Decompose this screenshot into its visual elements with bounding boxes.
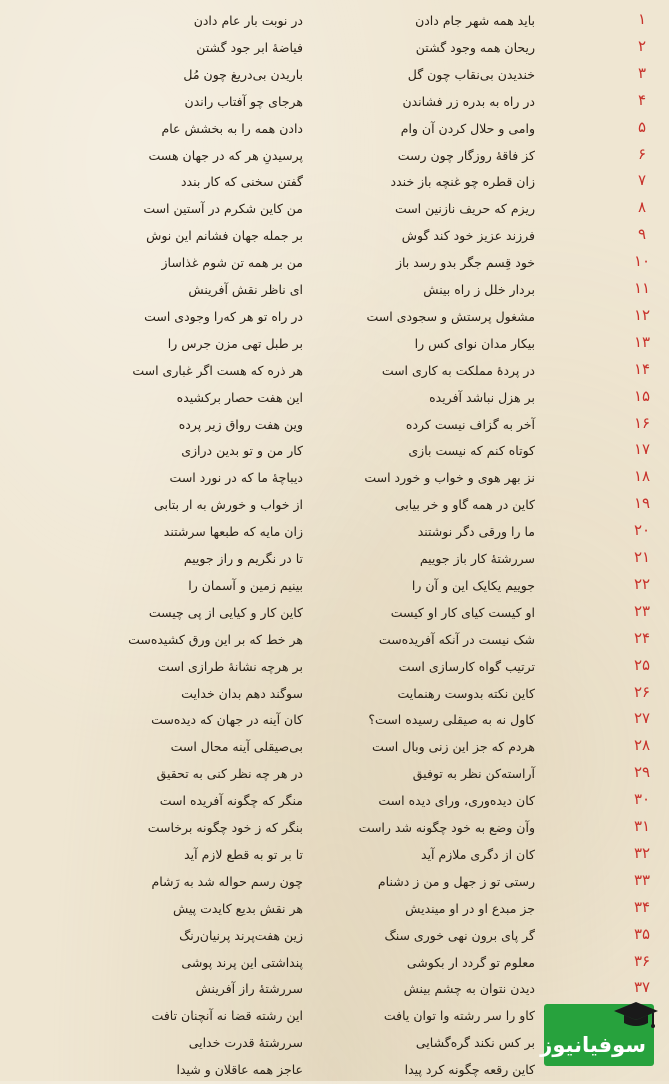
first-hemistich: سوگند دهم بدان خدایت [181, 685, 303, 701]
first-hemistich: پرسیدنِ هر که در جهان هست [148, 147, 303, 163]
second-hemistich: جوییم یکایک این و آن را [411, 577, 535, 593]
first-hemistich: بینیم زمین و آسمان را [188, 577, 303, 593]
verse-row [0, 89, 669, 116]
second-hemistich: سررشتهٔ کار باز جوییم [419, 551, 535, 566]
second-hemistich: کان دیده‌وری، ورای دیده است [378, 793, 535, 809]
verse-row [0, 519, 669, 546]
verse-number: ۷ [637, 171, 647, 190]
verse-number: ۲۳ [633, 601, 651, 620]
verse-row [0, 331, 669, 358]
logo-text: سوفیانیوز [540, 1033, 646, 1057]
first-hemistich: چون رسم حواله شد به رَشام [151, 873, 303, 889]
second-hemistich: دیدن نتوان به چشم بینش [403, 981, 535, 997]
second-hemistich: ترتیب گواه کارسازی است [398, 658, 535, 674]
verse-number: ۱۸ [633, 467, 651, 486]
second-hemistich: بر کس نکند گره‌گشایی [415, 1035, 535, 1051]
verse-number: ۳۶ [633, 951, 651, 970]
first-hemistich: این هفت حصار برکشیده [176, 389, 303, 405]
verse-row [0, 923, 669, 950]
verse-number: ۳۵ [633, 924, 651, 943]
verse-row [0, 250, 669, 277]
first-hemistich: تا در نگریم و راز جوییم [183, 551, 303, 566]
first-hemistich: این رشته قضا نه آنچنان تافت [151, 1008, 303, 1024]
verse-number: ۱۲ [633, 305, 651, 324]
verse-row [0, 815, 669, 842]
verse-row [0, 143, 669, 170]
verse-row [0, 385, 669, 412]
verse-row [0, 277, 669, 304]
verse-number: ۳۱ [633, 817, 651, 835]
second-hemistich: آراسته‌کن نظر به توفیق [412, 766, 535, 782]
verse-number: ۳۲ [633, 843, 651, 862]
first-hemistich: سررشتهٔ راز آفرینش [195, 981, 303, 997]
verse-number: ۱۶ [633, 413, 651, 432]
second-hemistich: خندیدن بی‌نقاب چون گل [407, 66, 535, 82]
first-hemistich: عاجز همه عاقلان و شیدا [176, 1062, 303, 1078]
second-hemistich: جز مبدع او در او میندیش [405, 900, 535, 916]
verse-row [0, 842, 669, 869]
second-hemistich: ریزم که حریف نازنین است [394, 201, 535, 217]
verse-number: ۳۰ [633, 790, 651, 809]
second-hemistich: وآن وضع به خود چگونه شد راست [358, 820, 535, 835]
verse-row [0, 573, 669, 600]
verse-number: ۱۱ [633, 279, 651, 297]
first-hemistich: هرجای چو آفتاب راندن [184, 93, 303, 109]
verse-row [0, 223, 669, 250]
verse-row [0, 734, 669, 761]
verse-number: ۲۲ [633, 574, 651, 593]
second-hemistich: نز بهر هوی و خواب و خورد است [364, 470, 535, 486]
verse-row [0, 465, 669, 492]
verse-row [0, 654, 669, 681]
second-hemistich: رستی تو ز جهل و من ز دشنام [377, 873, 535, 889]
first-hemistich: فیاضهٔ ابر جود گشتن [196, 39, 303, 55]
first-hemistich: بر طبل تهی مزن جرس را [167, 335, 303, 351]
verse-row [0, 788, 669, 815]
second-hemistich: کاین نکته بدوست رهنمایت [397, 685, 535, 701]
verse-number: ۱ [637, 10, 647, 28]
second-hemistich: در پردهٔ مملکت به کاری است [381, 362, 535, 378]
first-hemistich: سررشتهٔ قدرت خدایی [188, 1035, 303, 1051]
second-hemistich: فرزند عزیز خود کند گوش [401, 228, 535, 244]
verse-row [0, 600, 669, 627]
first-hemistich: هر خط که بر این ورق کشیده‌ست [128, 631, 303, 647]
verse-row [0, 169, 669, 196]
verse-row [0, 976, 669, 1003]
second-hemistich: گر پای برون نهی خوری سنگ [384, 927, 535, 943]
second-hemistich: او کیست کیای کار او کیست [390, 604, 535, 620]
second-hemistich: زان قطره چو غنچه باز خندد [390, 174, 535, 190]
second-hemistich: باید همه شهر جام دادن [415, 13, 535, 28]
first-hemistich: دیباچهٔ ما که در نورد است [169, 470, 303, 486]
verse-row [0, 438, 669, 465]
second-hemistich: بر هزل نباشد آفریده [429, 389, 535, 405]
verse-number: ۲۷ [633, 709, 651, 728]
first-hemistich: باریدن بی‌دریغ چون مُل [183, 66, 303, 82]
verse-number: ۸ [637, 198, 647, 217]
second-hemistich: مشغول پرستش و سجودی است [366, 308, 535, 324]
first-hemistich: بر جمله جهان فشانم این نوش [146, 228, 303, 244]
first-hemistich: از خواب و خورش به ار بتابی [154, 497, 303, 513]
graduation-cap-icon [614, 998, 658, 1034]
verse-number: ۲۶ [633, 682, 651, 701]
first-hemistich: هر ذره که هست اگر غباری است [132, 362, 303, 378]
verse-number: ۱۴ [633, 359, 651, 378]
verse-number: ۱۷ [633, 440, 651, 459]
first-hemistich: در راه تو هر کەرا وجودی است [144, 308, 303, 324]
second-hemistich: خود قِسم جگر بدو رسد باز [395, 255, 535, 271]
first-hemistich: در نوبت بار عام دادن [193, 13, 303, 28]
first-hemistich: پنداشتی این پرند پوشی [181, 954, 303, 970]
second-hemistich: در راه به بدره زر فشاندن [402, 93, 535, 109]
verse-row [0, 627, 669, 654]
verse-row [0, 304, 669, 331]
first-hemistich: کان آینه در جهان که دیده‌ست [151, 712, 303, 728]
verse-number: ۳۷ [633, 978, 651, 997]
second-hemistich: وامی و حلال کردن آن وام [400, 120, 535, 136]
verse-number: ۳۳ [633, 870, 651, 889]
verse-number: ۲۴ [633, 628, 651, 647]
first-hemistich: زان مایه که طبعها سرشتند [163, 524, 303, 540]
verse-row [0, 761, 669, 788]
second-hemistich: بردار خلل ز راه بینش [423, 282, 535, 297]
verse-number: ۲۰ [633, 521, 651, 540]
second-hemistich: کان از دگری ملازم آید [421, 846, 535, 862]
verse-number: ۱۹ [633, 494, 651, 513]
verse-number: ۲۸ [633, 736, 651, 755]
first-hemistich: من بر همه تن شوم غذاساز [161, 255, 303, 271]
first-hemistich: تا بر تو به قطع لازم آید [184, 846, 303, 862]
first-hemistich: در هر چه نظر کنی به تحقیق [156, 766, 303, 782]
second-hemistich: آخر به گزاف نیست کرده [405, 416, 535, 432]
second-hemistich: ریحان همه وجود گشتن [415, 39, 535, 55]
first-hemistich: دادن همه را به بخشش عام [161, 120, 303, 136]
first-hemistich: بنگر که ز خود چگونه برخاست [147, 820, 303, 835]
second-hemistich: کاین رقعه چگونه کرد پیدا [404, 1062, 535, 1078]
verse-row [0, 492, 669, 519]
first-hemistich: بر هرچه نشانهٔ طرازی است [157, 658, 303, 674]
verse-row [0, 869, 669, 896]
second-hemistich: بیکار مدان نوای کس را [414, 335, 535, 351]
second-hemistich: ما را ورقی دگر نوشتند [417, 524, 535, 540]
verse-number: ۴ [637, 90, 647, 109]
verse-number: ۲ [637, 36, 647, 55]
verse-row [0, 62, 669, 89]
verse-number: ۱۳ [633, 332, 651, 351]
second-hemistich: کوتاه کنم که نیست بازی [408, 443, 535, 459]
verse-row [0, 681, 669, 708]
first-hemistich: گفتن سخنی که کار بندد [180, 174, 303, 190]
second-hemistich: معلوم تو گردد ار بکوشی [406, 954, 535, 970]
first-hemistich: زین هفت‌پرند پرنیان‌رنگ [179, 927, 303, 943]
verse-row [0, 546, 669, 573]
second-hemistich: هردم که جز این زنی وبال است [372, 739, 535, 755]
verse-number: ۲۹ [633, 763, 651, 782]
first-hemistich: کاین کار و کیایی از پی چیست [148, 604, 303, 620]
verse-row [0, 116, 669, 143]
first-hemistich: ای ناظر نقش آفرینش [188, 282, 303, 297]
second-hemistich: کاو را سر رشته وا توان یافت [383, 1008, 535, 1024]
first-hemistich: وین هفت رواق زیر پرده [178, 416, 303, 432]
second-hemistich: کاین در همه گاو و خر بیابی [394, 497, 535, 513]
verse-number: ۱۰ [633, 252, 651, 271]
verse-row [0, 896, 669, 923]
first-hemistich: من کاین شکرم در آستین است [143, 201, 303, 217]
first-hemistich: منگر که چگونه آفریده است [159, 793, 303, 809]
verse-number: ۲۵ [633, 655, 651, 674]
verse-row [0, 35, 669, 62]
second-hemistich: کاول نه به صیقلی رسیده است؟ [368, 712, 535, 728]
verse-row [0, 8, 669, 35]
first-hemistich: هر نقش بدیع کایدت پیش [172, 900, 303, 916]
verse-row [0, 707, 669, 734]
verse-row [0, 412, 669, 439]
verse-number: ۱۵ [633, 386, 651, 405]
verse-row [0, 358, 669, 385]
verse-number: ۹ [637, 225, 647, 244]
first-hemistich: بی‌صیقلی آینه محال است [170, 739, 303, 755]
sofianews-logo[interactable] [540, 1004, 654, 1066]
first-hemistich: کار من و تو بدین درازی [181, 443, 303, 459]
verse-number: ۶ [637, 144, 647, 163]
second-hemistich: کز فاقهٔ روزگار چون رست [397, 147, 535, 163]
verse-number: ۲۱ [633, 548, 651, 566]
verse-row [0, 196, 669, 223]
verse-number: ۳ [637, 63, 647, 82]
verse-number: ۳۴ [633, 897, 651, 916]
verse-number: ۵ [637, 117, 647, 136]
second-hemistich: شک نیست در آنکه آفریده‌ست [378, 631, 535, 647]
verse-row [0, 950, 669, 977]
